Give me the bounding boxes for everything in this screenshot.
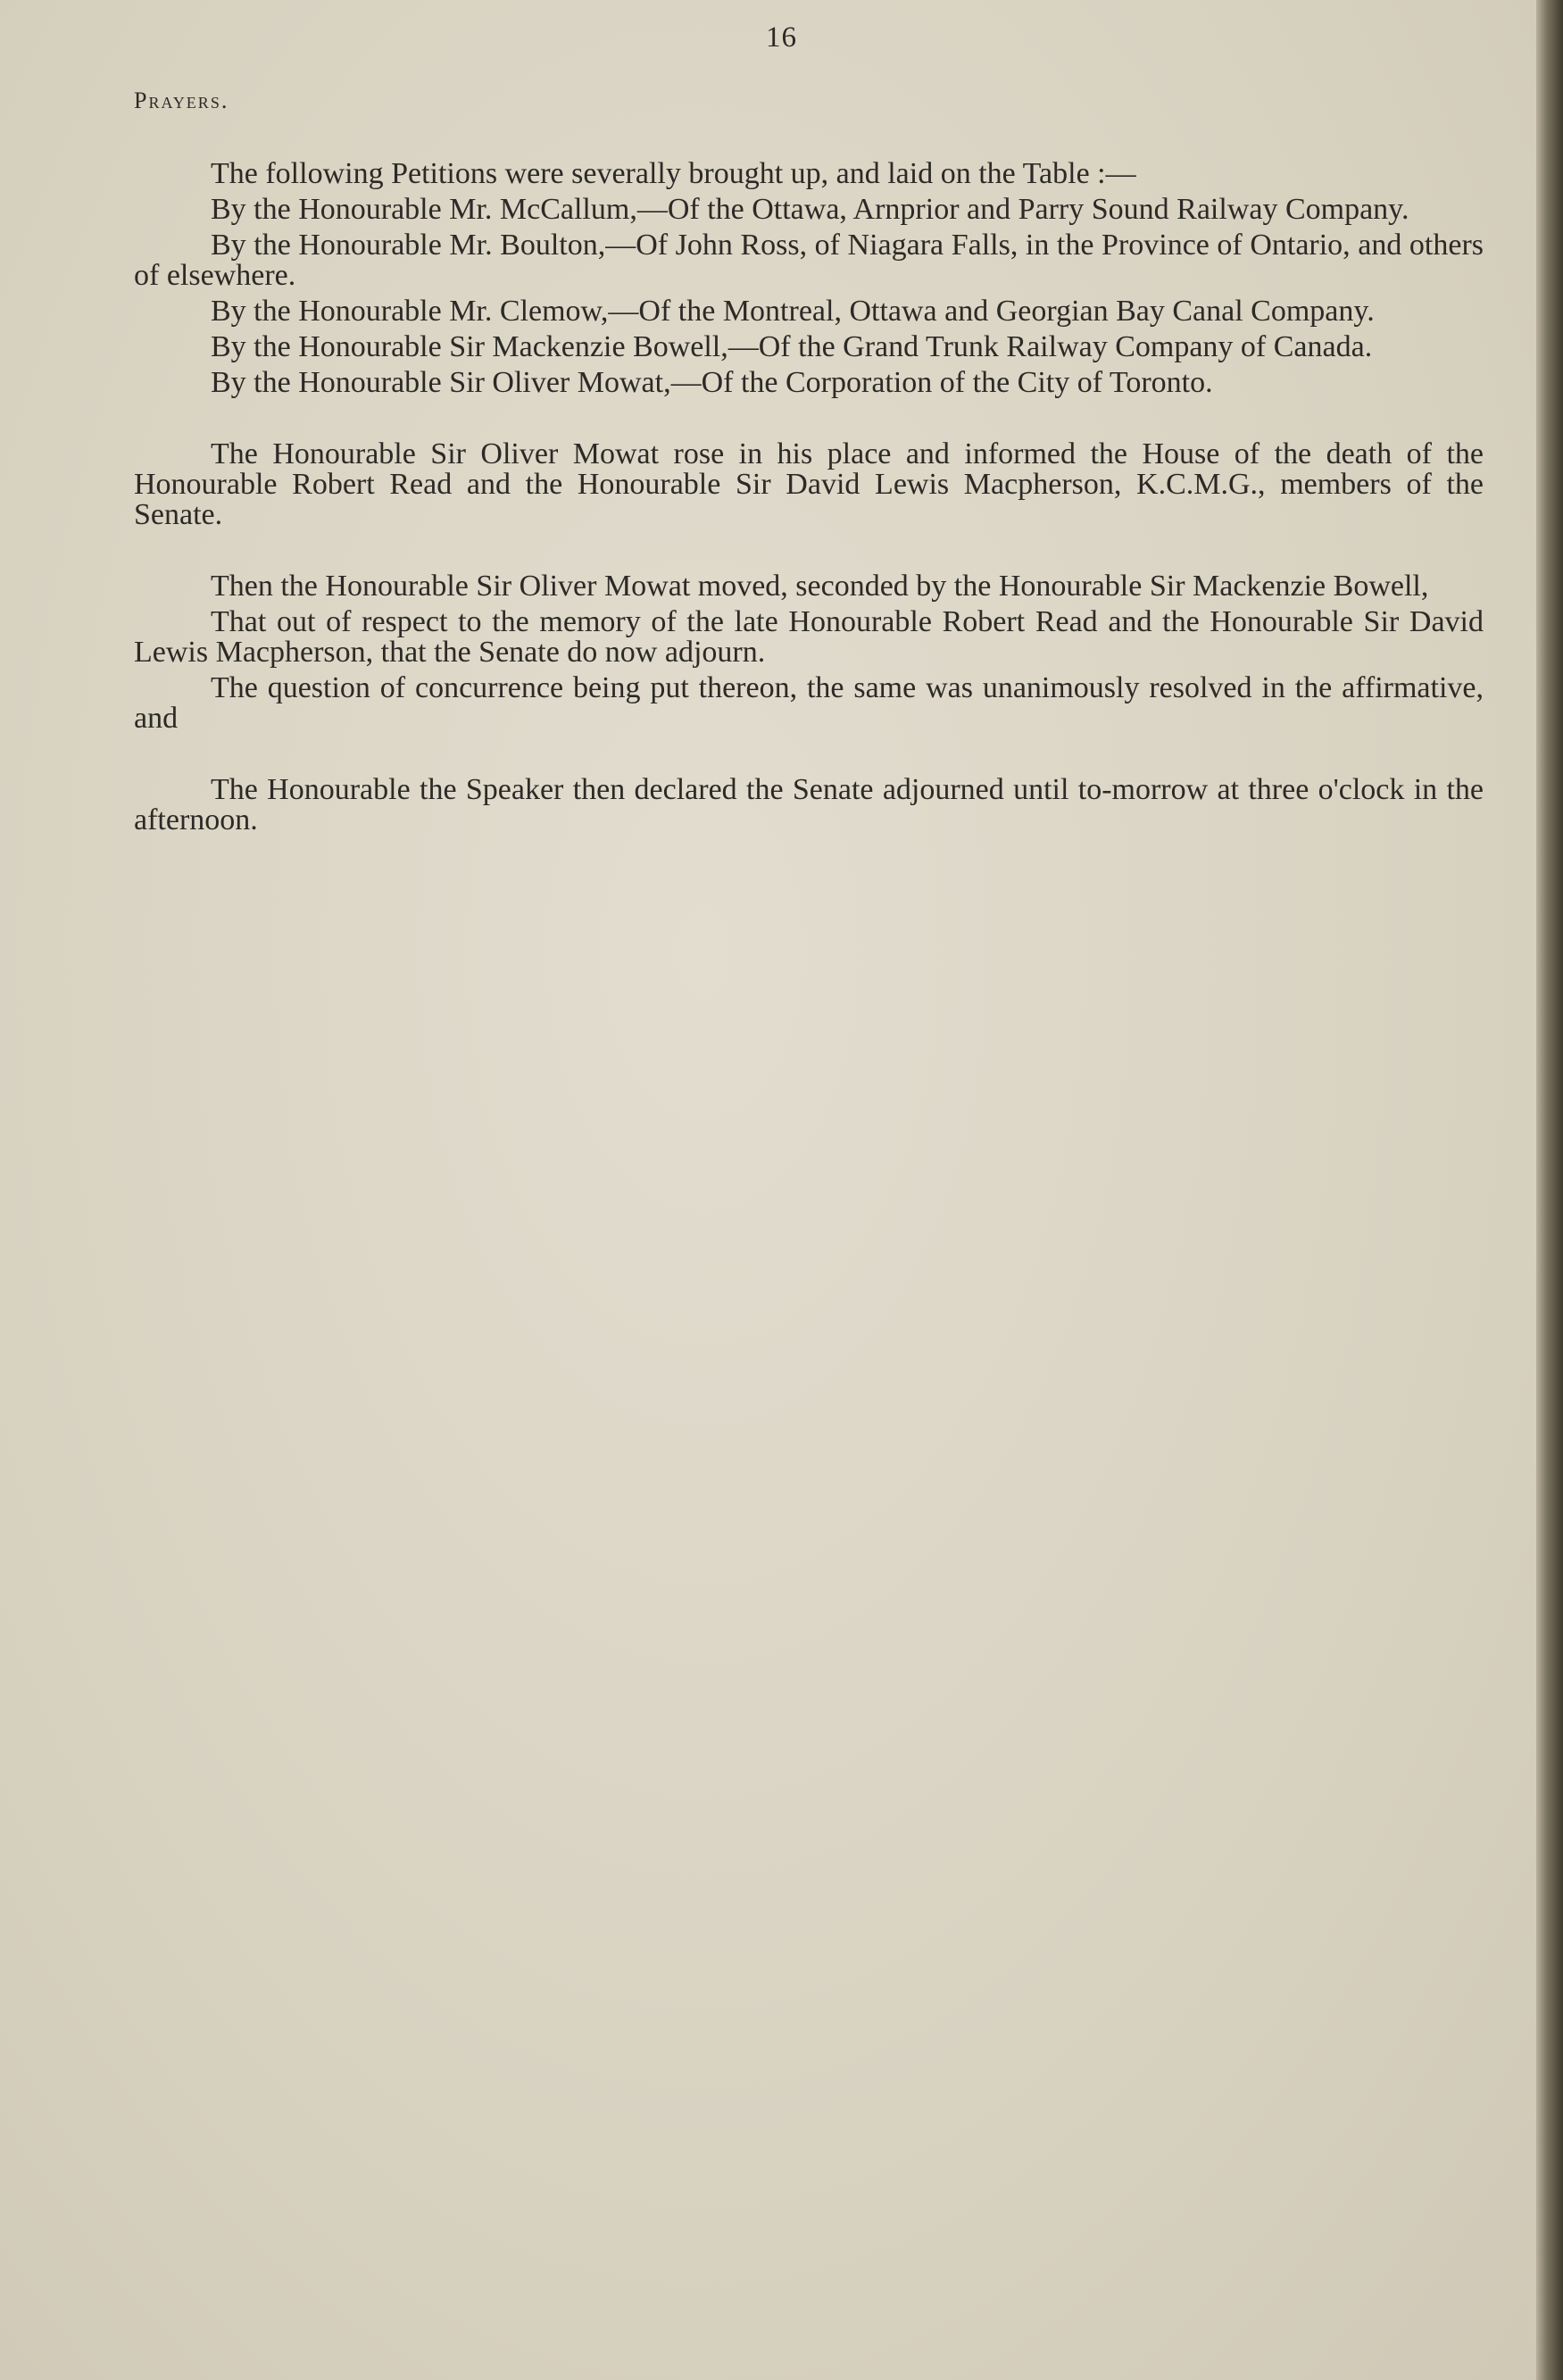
section-heading: Prayers.	[134, 87, 229, 113]
paragraph-gap	[134, 739, 1484, 775]
motion-text: That out of respect to the memory of the late Honourable Robert Read and the Honourable Sir David Lewis Macpherson, that the Senate do now adjourn.	[134, 605, 1484, 669]
adjournment-paragraph: The Honourable the Speaker then declared the Senate adjourned until to-morrow at three o'clock in the afternoon.	[134, 773, 1484, 836]
petition-entry: By the Honourable Sir Mackenzie Bowell,—Of the Grand Trunk Railway Company of Canada.	[211, 330, 1373, 363]
motion-resolution: The question of concurrence being put thereon, the same was unanimously resolved in the affirmative, and	[134, 671, 1484, 735]
petitions-intro: The following Petitions were severally brought up, and laid on the Table :—	[211, 157, 1136, 190]
death-announcement: The Honourable Sir Oliver Mowat rose in his place and informed the House of the death of the Honourable Robert Read and the Honourable Sir David Lewis Macpherson, K.C.M.G., members of the Senate.	[134, 437, 1484, 531]
petition-entry: By the Honourable Mr. McCallum,—Of the Ottawa, Arnprior and Parry Sound Railway Company.	[211, 193, 1409, 226]
page-number: 16	[766, 21, 797, 54]
motion-paragraph: Then the Honourable Sir Oliver Mowat moved, seconded by the Honourable Sir Mackenzie Bowell,	[211, 570, 1429, 603]
petition-entry: By the Honourable Sir Oliver Mowat,—Of the Corporation of the City of Toronto.	[211, 366, 1213, 399]
paragraph-gap	[134, 404, 1484, 439]
page-binding-edge	[1536, 0, 1563, 2380]
journal-body	[134, 87, 1484, 841]
petition-entry: By the Honourable Mr. Clemow,—Of the Montreal, Ottawa and Georgian Bay Canal Company.	[211, 295, 1375, 328]
paragraph-gap	[134, 536, 1484, 571]
petition-entry: By the Honourable Mr. Boulton,—Of John Ross, of Niagara Falls, in the Province of Ontario, and others of elsewhere.	[134, 229, 1484, 292]
